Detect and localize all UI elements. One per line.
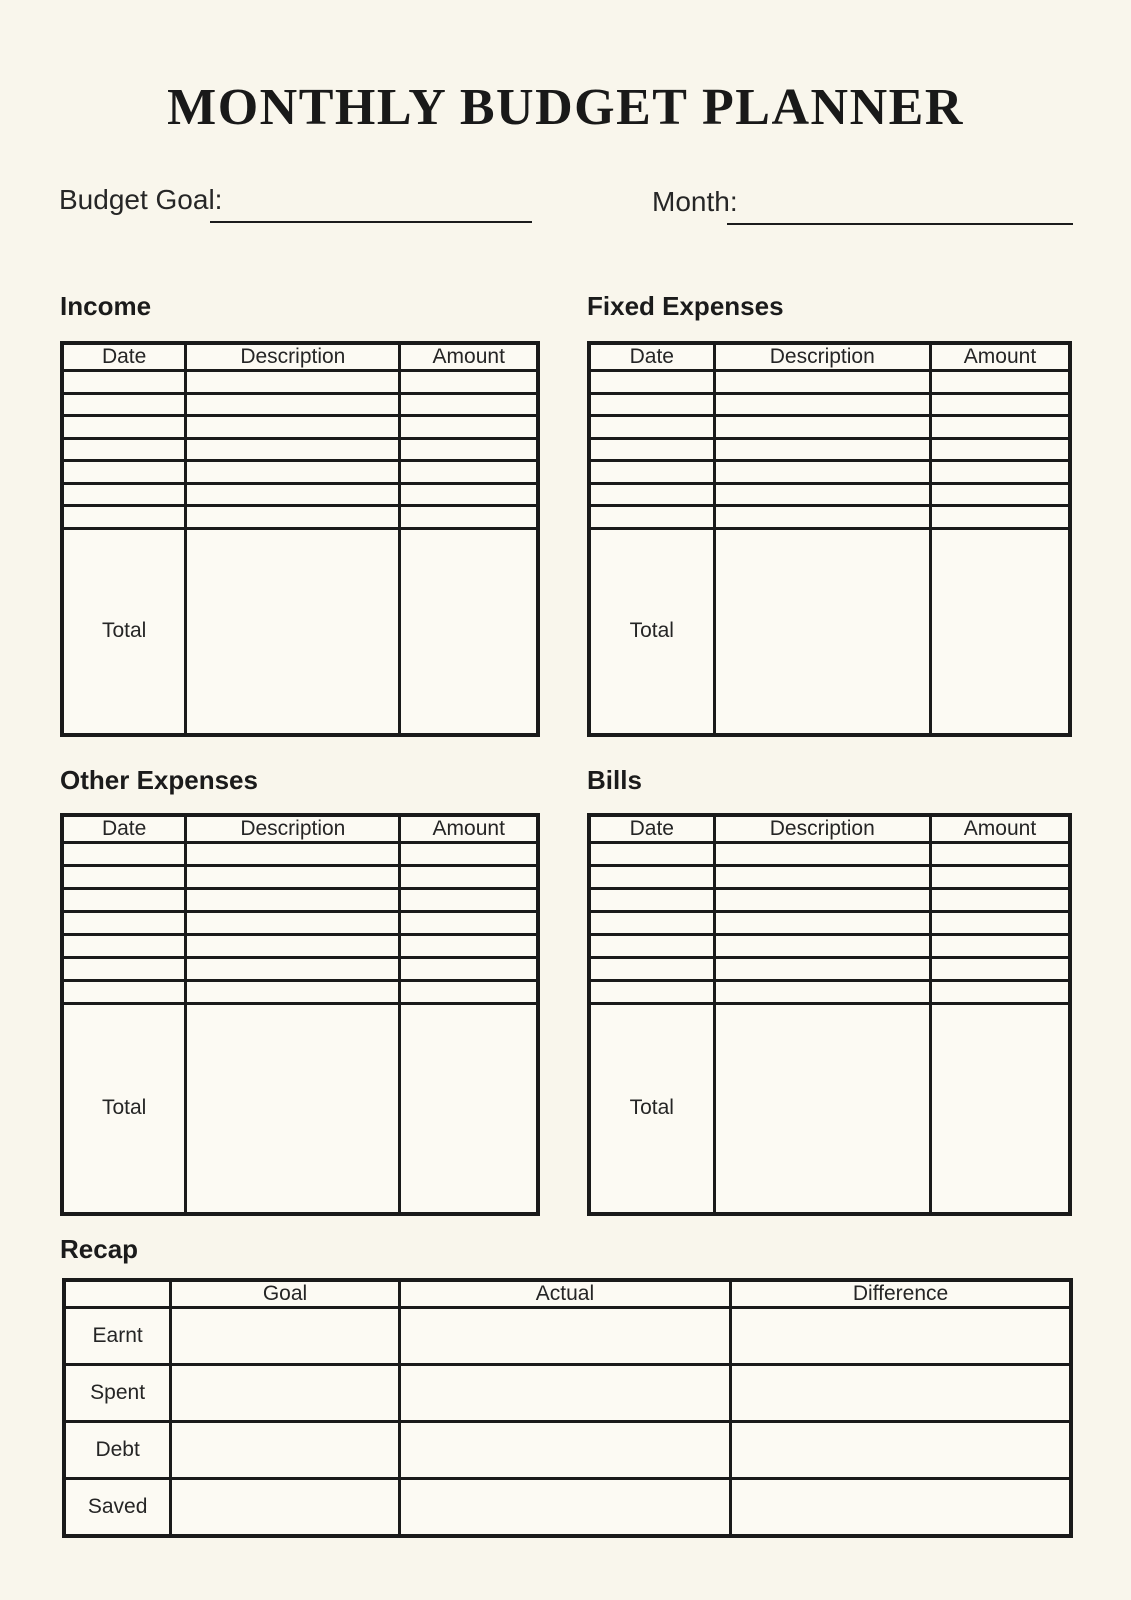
table-row: [589, 911, 1070, 934]
month-input-line[interactable]: [727, 223, 1073, 225]
empty-cell[interactable]: [62, 888, 186, 911]
column-header-actual: Actual: [399, 1280, 730, 1308]
recap-actual-cell[interactable]: [399, 1308, 730, 1365]
recap-difference-cell[interactable]: [731, 1478, 1071, 1536]
recap-actual-cell[interactable]: [399, 1478, 730, 1536]
empty-cell[interactable]: [186, 483, 400, 506]
column-header-date: Date: [62, 815, 186, 843]
total-amount-cell[interactable]: [400, 1003, 538, 1214]
empty-cell[interactable]: [589, 843, 714, 866]
empty-cell[interactable]: [62, 461, 186, 484]
empty-cell[interactable]: [589, 416, 714, 439]
empty-cell[interactable]: [400, 438, 538, 461]
empty-cell[interactable]: [400, 980, 538, 1003]
total-label: Total: [62, 528, 186, 735]
table-row: [62, 416, 538, 439]
empty-cell[interactable]: [62, 438, 186, 461]
section-title-recap: Recap: [60, 1234, 139, 1264]
empty-cell[interactable]: [714, 843, 930, 866]
empty-cell[interactable]: [400, 888, 538, 911]
recap-row-label: Earnt: [64, 1308, 171, 1365]
empty-cell[interactable]: [714, 371, 930, 394]
empty-cell[interactable]: [589, 957, 714, 980]
total-label: Total: [589, 1003, 714, 1214]
empty-cell[interactable]: [400, 911, 538, 934]
table-row: [62, 393, 538, 416]
empty-cell[interactable]: [186, 957, 400, 980]
column-header-goal: Goal: [171, 1280, 400, 1308]
table-row: [589, 483, 1070, 506]
empty-cell[interactable]: [714, 393, 930, 416]
empty-cell[interactable]: [62, 911, 186, 934]
recap-actual-cell[interactable]: [399, 1364, 730, 1421]
empty-cell[interactable]: [62, 957, 186, 980]
recap-header-row: [64, 1280, 1071, 1308]
header-row: [589, 815, 1070, 843]
column-header-description: Description: [186, 343, 400, 371]
table-row: [62, 934, 538, 957]
empty-cell[interactable]: [186, 843, 400, 866]
empty-cell[interactable]: [930, 888, 1070, 911]
empty-cell[interactable]: [930, 461, 1070, 484]
table-row: [589, 843, 1070, 866]
total-label: Total: [589, 528, 714, 735]
recap-corner-cell: [64, 1280, 171, 1308]
table-row: [62, 888, 538, 911]
section-title-fixed-expenses: Fixed Expenses: [587, 291, 784, 321]
empty-cell[interactable]: [589, 461, 714, 484]
table-row: [62, 371, 538, 394]
recap-row-label: Debt: [64, 1421, 171, 1478]
total-description-cell[interactable]: [186, 528, 400, 735]
total-description-cell[interactable]: [186, 1003, 400, 1214]
empty-cell[interactable]: [714, 483, 930, 506]
table-row: [62, 483, 538, 506]
total-amount-cell[interactable]: [930, 1003, 1070, 1214]
empty-cell[interactable]: [400, 506, 538, 529]
empty-cell[interactable]: [589, 865, 714, 888]
empty-cell[interactable]: [186, 416, 400, 439]
empty-cell[interactable]: [62, 934, 186, 957]
table-row: [62, 957, 538, 980]
empty-cell[interactable]: [930, 843, 1070, 866]
table-row: [589, 371, 1070, 394]
empty-cell[interactable]: [589, 506, 714, 529]
section-title-other-expenses: Other Expenses: [60, 765, 258, 795]
recap-table: [62, 1278, 1073, 1538]
empty-cell[interactable]: [400, 934, 538, 957]
empty-cell[interactable]: [62, 980, 186, 1003]
table-row: [589, 438, 1070, 461]
empty-cell[interactable]: [186, 911, 400, 934]
empty-cell[interactable]: [400, 371, 538, 394]
empty-cell[interactable]: [186, 865, 400, 888]
empty-cell[interactable]: [62, 865, 186, 888]
table-row: [62, 865, 538, 888]
empty-cell[interactable]: [589, 911, 714, 934]
empty-cell[interactable]: [714, 911, 930, 934]
total-amount-cell[interactable]: [930, 528, 1070, 735]
table-row: [589, 865, 1070, 888]
empty-cell[interactable]: [714, 416, 930, 439]
recap-difference-cell[interactable]: [731, 1308, 1071, 1365]
empty-cell[interactable]: [589, 393, 714, 416]
recap-goal-cell[interactable]: [171, 1421, 400, 1478]
empty-cell[interactable]: [62, 416, 186, 439]
empty-cell[interactable]: [186, 438, 400, 461]
column-header-description: Description: [714, 343, 930, 371]
recap-row-label: Saved: [64, 1478, 171, 1536]
table-row: [589, 393, 1070, 416]
empty-cell[interactable]: [400, 957, 538, 980]
recap-actual-cell[interactable]: [399, 1421, 730, 1478]
empty-cell[interactable]: [62, 483, 186, 506]
table-row: [589, 888, 1070, 911]
table-row: [589, 416, 1070, 439]
empty-cell[interactable]: [930, 865, 1070, 888]
empty-cell[interactable]: [930, 980, 1070, 1003]
budget-goal-input-line[interactable]: [210, 221, 532, 223]
empty-cell[interactable]: [186, 934, 400, 957]
table-row: [62, 911, 538, 934]
empty-cell[interactable]: [930, 911, 1070, 934]
header-row: [589, 343, 1070, 371]
recap-row-debt: [64, 1421, 1071, 1478]
section-title-income: Income: [60, 291, 152, 321]
empty-cell[interactable]: [589, 438, 714, 461]
recap-goal-cell[interactable]: [171, 1364, 400, 1421]
column-header-amount: Amount: [930, 815, 1070, 843]
empty-cell[interactable]: [589, 980, 714, 1003]
income-table: [60, 341, 540, 737]
column-header-amount: Amount: [930, 343, 1070, 371]
empty-cell[interactable]: [714, 888, 930, 911]
empty-cell[interactable]: [714, 980, 930, 1003]
column-header-date: Date: [589, 815, 714, 843]
empty-cell[interactable]: [930, 483, 1070, 506]
table-row: [62, 461, 538, 484]
total-amount-cell[interactable]: [400, 528, 538, 735]
table-row: [62, 980, 538, 1003]
recap-row-earnt: [64, 1308, 1071, 1365]
empty-cell[interactable]: [186, 393, 400, 416]
empty-cell[interactable]: [62, 393, 186, 416]
header-row: [62, 343, 538, 371]
table-row: [62, 438, 538, 461]
header-row: [62, 815, 538, 843]
section-title-bills: Bills: [587, 765, 642, 795]
empty-cell[interactable]: [186, 980, 400, 1003]
total-label: Total: [62, 1003, 186, 1214]
empty-cell[interactable]: [186, 506, 400, 529]
recap-difference-cell[interactable]: [731, 1421, 1071, 1478]
page-title: MONTHLY BUDGET PLANNER: [167, 79, 964, 136]
empty-cell[interactable]: [930, 957, 1070, 980]
empty-cell[interactable]: [62, 506, 186, 529]
empty-cell[interactable]: [400, 461, 538, 484]
recap-row-spent: [64, 1364, 1071, 1421]
total-row: [62, 1003, 538, 1214]
recap-row-label: Spent: [64, 1364, 171, 1421]
empty-cell[interactable]: [62, 371, 186, 394]
table-row: [589, 461, 1070, 484]
recap-difference-cell[interactable]: [731, 1364, 1071, 1421]
empty-cell[interactable]: [714, 506, 930, 529]
empty-cell[interactable]: [930, 934, 1070, 957]
column-header-amount: Amount: [400, 343, 538, 371]
fixed-expenses-table: [587, 341, 1072, 737]
empty-cell[interactable]: [714, 957, 930, 980]
month-label: Month:: [652, 186, 738, 217]
empty-cell[interactable]: [930, 416, 1070, 439]
empty-cell[interactable]: [930, 393, 1070, 416]
empty-cell[interactable]: [589, 483, 714, 506]
column-header-date: Date: [589, 343, 714, 371]
column-header-description: Description: [714, 815, 930, 843]
budget-goal-label: Budget Goal:: [59, 184, 223, 215]
column-header-description: Description: [186, 815, 400, 843]
total-description-cell[interactable]: [714, 528, 930, 735]
empty-cell[interactable]: [186, 461, 400, 484]
total-row: [589, 528, 1070, 735]
recap-goal-cell[interactable]: [171, 1308, 400, 1365]
recap-goal-cell[interactable]: [171, 1478, 400, 1536]
empty-cell[interactable]: [714, 438, 930, 461]
empty-cell[interactable]: [400, 483, 538, 506]
other-expenses-table: [60, 813, 540, 1216]
table-row: [62, 843, 538, 866]
empty-cell[interactable]: [62, 843, 186, 866]
empty-cell[interactable]: [400, 865, 538, 888]
column-header-difference: Difference: [731, 1280, 1071, 1308]
empty-cell[interactable]: [400, 393, 538, 416]
empty-cell[interactable]: [714, 865, 930, 888]
column-header-amount: Amount: [400, 815, 538, 843]
empty-cell[interactable]: [930, 438, 1070, 461]
table-row: [62, 506, 538, 529]
empty-cell[interactable]: [186, 888, 400, 911]
column-header-date: Date: [62, 343, 186, 371]
recap-row-saved: [64, 1478, 1071, 1536]
empty-cell[interactable]: [589, 371, 714, 394]
empty-cell[interactable]: [589, 888, 714, 911]
table-row: [589, 934, 1070, 957]
empty-cell[interactable]: [400, 843, 538, 866]
table-row: [589, 957, 1070, 980]
empty-cell[interactable]: [930, 506, 1070, 529]
total-description-cell[interactable]: [714, 1003, 930, 1214]
table-row: [589, 980, 1070, 1003]
empty-cell[interactable]: [186, 371, 400, 394]
table-row: [589, 506, 1070, 529]
empty-cell[interactable]: [400, 416, 538, 439]
total-row: [62, 528, 538, 735]
empty-cell[interactable]: [714, 934, 930, 957]
empty-cell[interactable]: [930, 371, 1070, 394]
total-row: [589, 1003, 1070, 1214]
empty-cell[interactable]: [714, 461, 930, 484]
empty-cell[interactable]: [589, 934, 714, 957]
bills-table: [587, 813, 1072, 1216]
